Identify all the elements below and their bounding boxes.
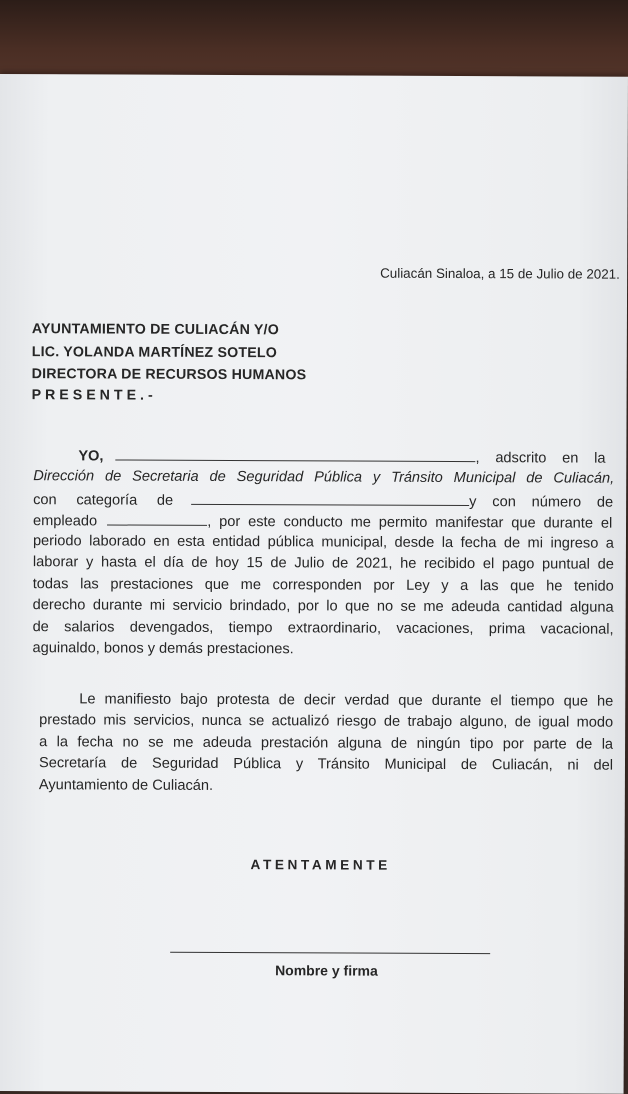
p1-line-1 xyxy=(33,445,614,470)
p2-line-3: a la fecha no se me adeuda prestación alguna de ningún tipo por parte de la xyxy=(39,734,614,753)
p1-line-7: todas las prestaciones que me corresponden por Ley y a las que he tenido xyxy=(32,576,614,595)
p1-line-10: aguinaldo, bonos y demás prestaciones. xyxy=(32,640,294,658)
signature-label: Nombre y firma xyxy=(275,962,378,979)
recipient-line-1: AYUNTAMIENTO DE CULIACÁN Y/O xyxy=(31,321,279,339)
conducto-text: , por este conducto me permito manifestar que durante el xyxy=(207,513,613,532)
p2-line-5: Ayuntamiento de Culiacán. xyxy=(38,777,214,794)
employee-number-blank xyxy=(107,510,207,525)
p1-line-8: derecho durante mi servicio brindado, por lo que no se me adeuda cantidad alguna xyxy=(32,597,614,616)
recipient-line-2: LIC. YOLANDA MARTÍNEZ SOTELO xyxy=(31,344,278,362)
p1-line-4 xyxy=(33,510,614,535)
adscrito-text: , adscrito en la xyxy=(475,450,606,467)
date-line: Culiacán Sinaloa, a 15 de Julio de 2021. xyxy=(380,265,620,282)
p2-line-4: Secretaría de Seguridad Pública y Tránsito Municipal de Culiacán, ni del xyxy=(38,755,614,774)
p2-line-1: Le manifiesto bajo protesta de decir verdad que durante el tiempo que he xyxy=(79,691,614,710)
recipient-line-3: DIRECTORA DE RECURSOS HUMANOS xyxy=(31,366,307,384)
p1-line-5: periodo laborado en esta entidad pública municipal, desde la fecha de mi ingreso a xyxy=(32,533,614,552)
empleado-text: empleado xyxy=(33,513,98,530)
category-blank xyxy=(191,490,469,506)
numero-text: y con número de xyxy=(469,494,614,511)
p1-line-2: Dirección de Secretaria de Seguridad Pública y Tránsito Municipal de Culiacán, xyxy=(33,468,615,487)
signature-line xyxy=(170,952,490,954)
recipient-line-4: PRESENTE.- xyxy=(31,387,157,404)
p1-line-6: laborar y hasta el día de hoy 15 de Julio de 2021, he recibido el pago puntual de xyxy=(32,554,614,573)
p2-line-2: prestado mis servicios, nunca se actualizó riesgo de trabajo alguno, de igual modo xyxy=(39,712,614,731)
categoria-text: con categoría de xyxy=(33,492,174,509)
closing-atentamente: ATENTAMENTE xyxy=(250,857,391,873)
document-page xyxy=(0,74,628,1094)
p1-line-9: de salarios devengados, tiempo extraordinario, vacaciones, prima vacacional, xyxy=(32,619,614,638)
name-blank xyxy=(116,446,476,463)
yo-label: YO, xyxy=(78,448,104,465)
